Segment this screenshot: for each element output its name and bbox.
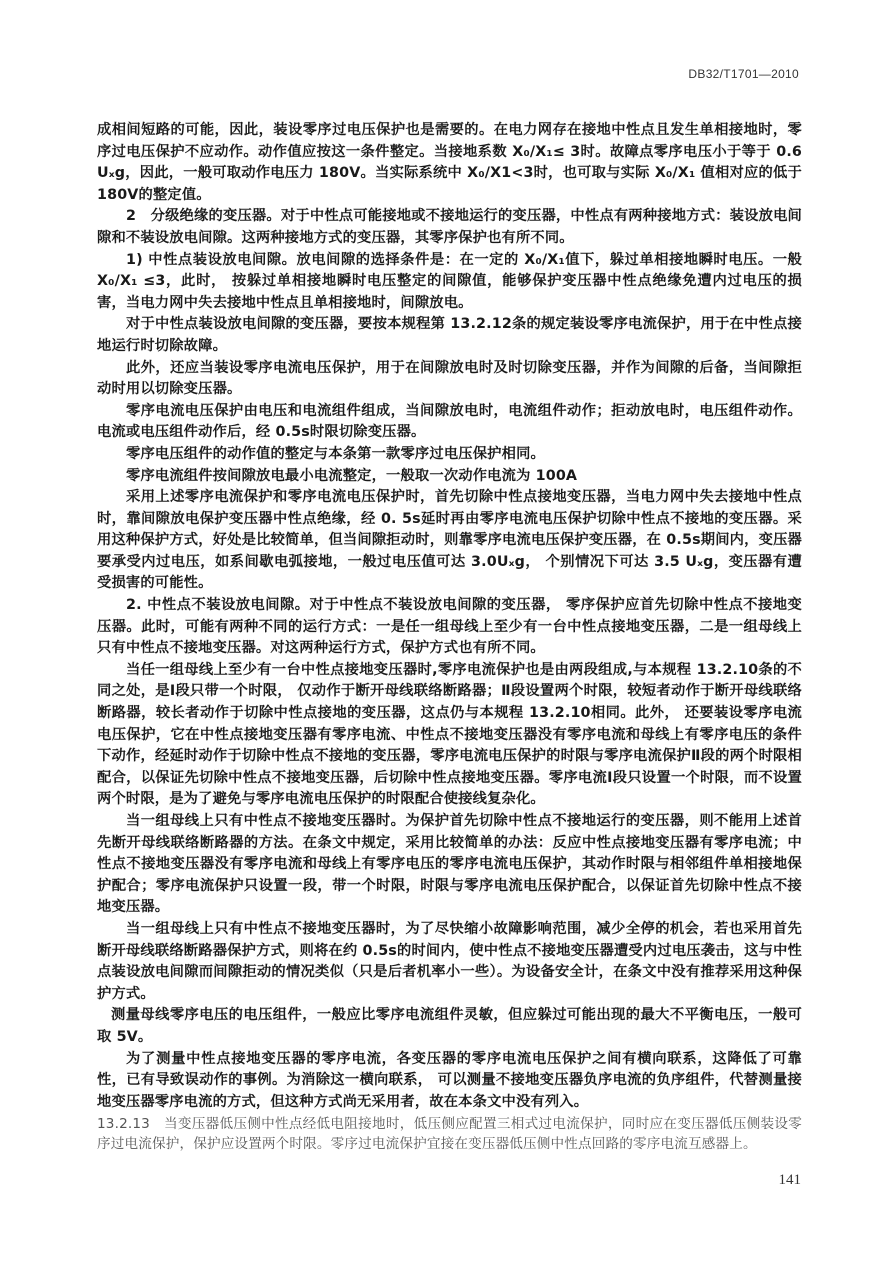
paragraph: 对于中性点装设放电间隙的变压器，要按本规程第 13.2.12条的规定装设零序电流保护，用于在中性点接地运行时切除故障。: [97, 316, 802, 354]
paragraph: 当一组母线上只有中性点不接地变压器时，为了尽快缩小故障影响范围，减少全停的机会，若也采用首先断开母线联络断路器保护方式，则将在约 0.5s的时间内，使中性点不接地变压器遭受内过电压袭击，这与中性点装设放电间隙而间隙拒动的情况类似（只是后者机率小一些）。为设备安全计，在条文中没有推荐采用这种保护方式。: [97, 920, 802, 1002]
paragraph: 此外，还应当装设零序电流电压保护，用于在间隙放电时及时切除变压器，并作为间隙的后备，当间隙拒动时用以切除变压器。: [97, 359, 802, 398]
paragraph: 2. 中性点不装设放电间隙。对于中性点不装设放电间隙的变压器， 零序保护应首先切除中性点不接地变压器。此时，可能有两种不同的运行方式：一是任一组母线上至少有一台中性点接地变压器，二是一组母线上只有中性点不接地变压器。对这两种运行方式，保护方式也有所不同。: [97, 597, 802, 657]
paragraph: 2 分级绝缘的变压器。对于中性点可能接地或不接地运行的变压器，中性点有两种接地方式：装设放电间隙和不装设放电间隙。这两种接地方式的变压器，其零序保护也有所不同。: [97, 208, 802, 246]
paragraph: 为了测量中性点接地变压器的零序电流，各变压器的零序电流电压保护之间有横向联系，这降低了可靠性，已有导致误动作的事例。为消除这一横向联系， 可以测量不接地变压器负序电流的负序组件，代替测量接地变压器零序电流的方式，但这种方式尚无采用者，故在本条文中没有列入。: [97, 1050, 802, 1110]
paragraph: 成相间短路的可能，因此，装设零序过电压保护也是需要的。在电力网存在接地中性点且发生单相接地时，零序过电压保护不应动作。动作值应按这一条件整定。当接地系数 X₀/X₁≤ 3时。故障点零序电压小于等于 0.6 Uₓg，因此，一般可取动作电压力 180V。当实际系统中 X₀/X1<3时，也可取与实际 X₀/X₁ 值相对应的低于 180V的整定值。: [97, 122, 802, 203]
paragraph: 1) 中性点装设放电间隙。放电间隙的选择条件是：在一定的 X₀/X₁值下，躲过单相接地瞬时电压。一般 X₀/X₁ ≤3，此时， 按躲过单相接地瞬时电压整定的间隙值，能够保护变压器中性点绝缘免遭内过电压的损害，当电力网中失去接地中性点且单相接地时，间隙放电。: [97, 251, 802, 311]
clause-text: 当变压器低压侧中性点经低电阻接地时，低压侧应配置三相式过电流保护，同时应在变压器低压侧装设零序过电流保护，保护应设置两个时限。零序过电流保护宜接在变压器低压侧中性点回路的零序电流互感器上。: [97, 1116, 802, 1153]
document-body: [97, 120, 802, 1154]
paragraph: 测量母线零序电压的电压组件，一般应比零序电流组件灵敏，但应躲过可能出现的最大不平衡电压，一般可取 5V。: [97, 1007, 802, 1045]
paragraph: 零序电流电压保护由电压和电流组件组成，当间隙放电时，电流组件动作；拒动放电时，电压组件动作。电流或电压组件动作后，经 0.5s时限切除变压器。: [97, 402, 802, 441]
paragraph: 零序电流组件按间隙放电最小电流整定，一般取一次动作电流为 100A: [126, 467, 578, 484]
paragraph: 采用上述零序电流保护和零序电流电压保护时，首先切除中性点接地变压器，当电力网中失去接地中性点时，靠间隙放电保护变压器中性点绝缘，经 0. 5s延时再由零序电流电压保护切除中性点不接地的变压器。采用这种保护方式，好处是比较简单，但当间隙拒动时，则靠零序电流电压保护变压器，在 0.5s期间内，变压器要承受内过电压，如系间歇电弧接地，一般过电压值可达 3.0Uₓg， 个别情况下可达 3.5 Uₓg，变压器有遭受损害的可能性。: [97, 489, 802, 592]
paragraph: 当一组母线上只有中性点不接地变压器时。为保护首先切除中性点不接地运行的变压器，则不能用上述首先断开母线联络断路器的方法。在条文中规定，采用比较简单的办法：反应中性点接地变压器有零序电流；中性点不接地变压器没有零序电流和母线上有零序电压的零序电流电压保护，其动作时限与相邻组件单相接地保护配合；零序电流保护只设置一段，带一个时限，时限与零序电流电压保护配合，以保证首先切除中性点不接地变压器。: [97, 813, 802, 916]
paragraph: 当任一组母线上至少有一台中性点接地变压器时,零序电流保护也是由两段组成,与本规程 13.2.10条的不同之处，是Ⅰ段只带一个时限， 仅动作于断开母线联络断路器；Ⅱ段设置两个时限，较短者动作于断开母线联络断路器，较长者动作于切除中性点接地的变压器，这点仍与本规程 13.2.10相同。此外， 还要装设零序电流电压保护，它在中性点接地变压器有零序电流、中性点不接地变压器没有零序电流和母线上有零序电压的条件下动作，经延时动作于切除中性点不接地的变压器，零序电流电压保护的时限与零序电流保护Ⅱ段的两个时限相配合，以保证先切除中性点不接地变压器，后切除中性点接地变压器。零序电流Ⅰ段只设置一个时限，而不设置两个时限，是为了避免与零序电流电压保护的时限配合使接线复杂化。: [97, 661, 802, 808]
page-number: 141: [778, 1172, 801, 1188]
clause-13-2-13: [97, 1114, 802, 1154]
clause-number: 13.2.13: [97, 1116, 150, 1133]
paragraph: 零序电压组件的动作值的整定与本条第一款零序过电压保护相同。: [126, 445, 545, 462]
document-code: DB32/T1701—2010: [688, 67, 799, 81]
